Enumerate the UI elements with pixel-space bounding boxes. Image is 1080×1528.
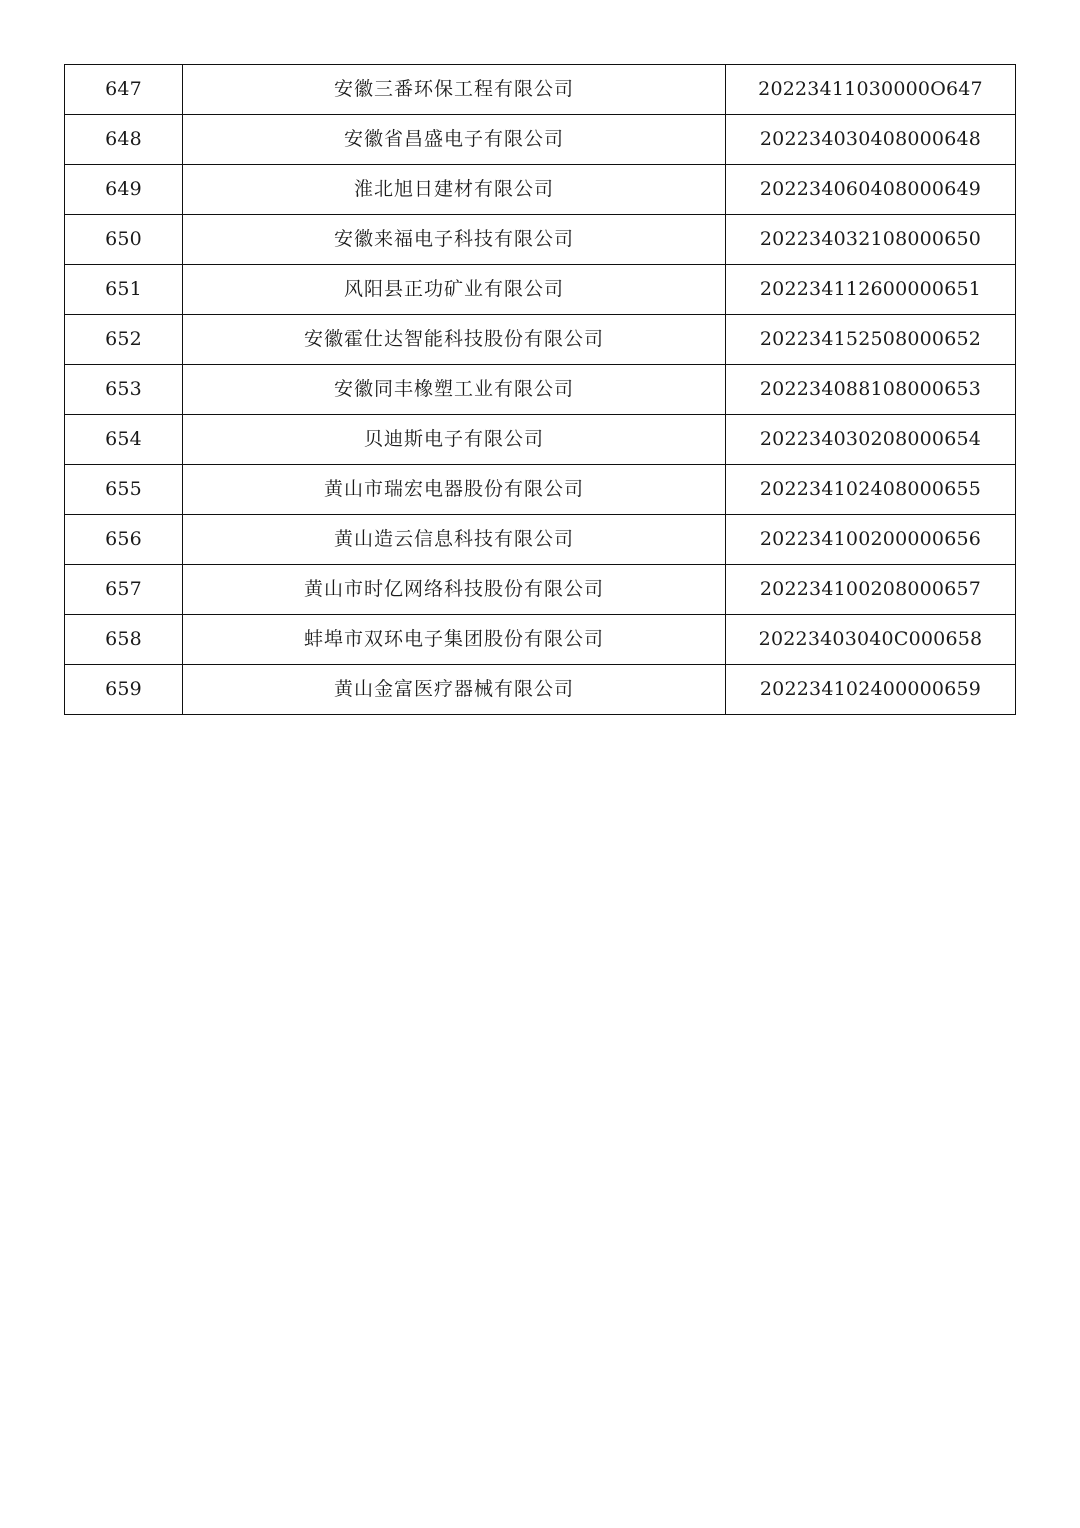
table-row: [65, 165, 1016, 215]
company-name: 黄山市时亿网络科技股份有限公司: [183, 565, 726, 615]
row-number: 656: [65, 515, 183, 565]
company-registry-table: [64, 64, 1016, 715]
row-number: 649: [65, 165, 183, 215]
row-number: 658: [65, 615, 183, 665]
company-name: 黄山造云信息科技有限公司: [183, 515, 726, 565]
company-name: 黄山市瑞宏电器股份有限公司: [183, 465, 726, 515]
table-row: [65, 115, 1016, 165]
company-name: 贝迪斯电子有限公司: [183, 415, 726, 465]
company-name: 安徽来福电子科技有限公司: [183, 215, 726, 265]
registration-code: 202234102408000655: [726, 465, 1016, 515]
row-number: 655: [65, 465, 183, 515]
registration-code: 202234152508000652: [726, 315, 1016, 365]
company-name: 黄山金富医疗器械有限公司: [183, 665, 726, 715]
registration-code: 202234102400000659: [726, 665, 1016, 715]
registration-code: 202234100208000657: [726, 565, 1016, 615]
registration-code: 202234030408000648: [726, 115, 1016, 165]
company-name: 淮北旭日建材有限公司: [183, 165, 726, 215]
table-row: [65, 65, 1016, 115]
row-number: 652: [65, 315, 183, 365]
registration-code: 20223411030000O647: [726, 65, 1016, 115]
registration-code: 202234030208000654: [726, 415, 1016, 465]
table-row: [65, 465, 1016, 515]
row-number: 650: [65, 215, 183, 265]
table-row: [65, 415, 1016, 465]
table-row: [65, 565, 1016, 615]
table-row: [65, 265, 1016, 315]
row-number: 648: [65, 115, 183, 165]
row-number: 657: [65, 565, 183, 615]
registration-code: 202234100200000656: [726, 515, 1016, 565]
registration-code: 202234088108000653: [726, 365, 1016, 415]
company-name: 安徽同丰橡塑工业有限公司: [183, 365, 726, 415]
registration-code: 202234060408000649: [726, 165, 1016, 215]
table-row: [65, 665, 1016, 715]
row-number: 647: [65, 65, 183, 115]
company-name: 安徽三番环保工程有限公司: [183, 65, 726, 115]
registration-code: 20223403040C000658: [726, 615, 1016, 665]
company-name: 安徽霍仕达智能科技股份有限公司: [183, 315, 726, 365]
row-number: 653: [65, 365, 183, 415]
row-number: 659: [65, 665, 183, 715]
company-name: 风阳县正功矿业有限公司: [183, 265, 726, 315]
registration-code: 202234112600000651: [726, 265, 1016, 315]
registration-code: 202234032108000650: [726, 215, 1016, 265]
table-row: [65, 515, 1016, 565]
table-row: [65, 365, 1016, 415]
table-row: [65, 215, 1016, 265]
table-row: [65, 315, 1016, 365]
table-row: [65, 615, 1016, 665]
company-name: 蚌埠市双环电子集团股份有限公司: [183, 615, 726, 665]
company-name: 安徽省昌盛电子有限公司: [183, 115, 726, 165]
row-number: 651: [65, 265, 183, 315]
row-number: 654: [65, 415, 183, 465]
